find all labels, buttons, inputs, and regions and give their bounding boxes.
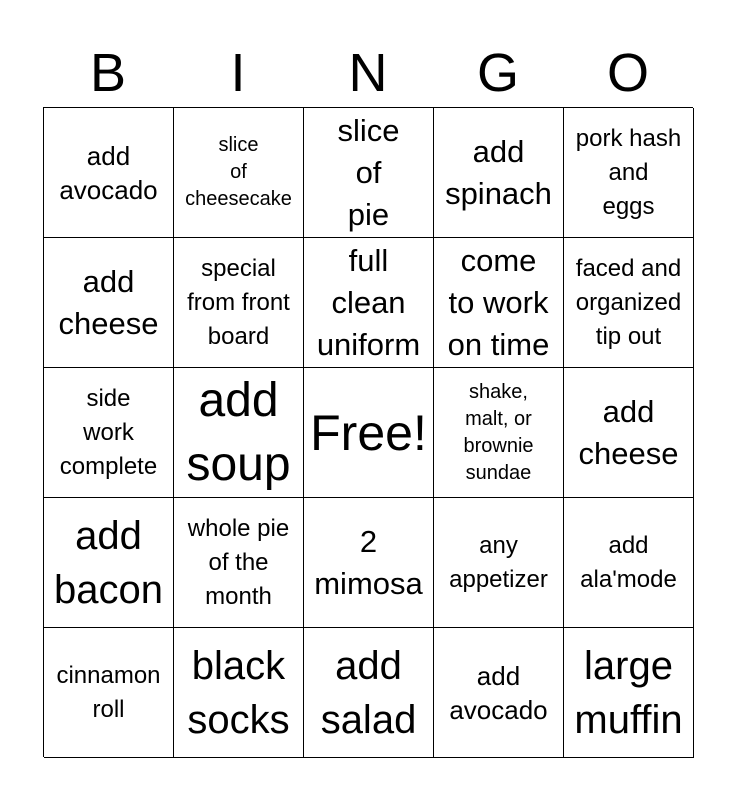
cell-text: shake, malt, or brownie sundae xyxy=(463,380,534,484)
bingo-cell[interactable] xyxy=(174,368,304,498)
bingo-cell[interactable] xyxy=(434,238,564,368)
cell-text: add cheese xyxy=(58,263,159,341)
bingo-cell[interactable] xyxy=(434,368,564,498)
bingo-cell[interactable] xyxy=(304,108,434,238)
cell-text: add avocado xyxy=(59,140,158,205)
bingo-grid xyxy=(43,107,693,757)
free-space-cell[interactable] xyxy=(304,368,434,498)
cell-text: faced and organized tip out xyxy=(575,254,682,350)
bingo-cell[interactable] xyxy=(564,238,694,368)
bingo-cell[interactable] xyxy=(174,628,304,758)
bingo-cell[interactable] xyxy=(564,628,694,758)
cell-text: full clean uniform xyxy=(316,242,421,362)
header-letter-b: B xyxy=(89,43,127,103)
bingo-cell[interactable] xyxy=(44,498,174,628)
bingo-cell[interactable] xyxy=(44,368,174,498)
header-letter-n: N xyxy=(348,43,388,103)
bingo-cell[interactable] xyxy=(564,368,694,498)
bingo-cell[interactable] xyxy=(434,628,564,758)
header-letter-i: I xyxy=(230,43,246,103)
cell-text: 2 mimosa xyxy=(314,523,423,601)
bingo-header xyxy=(43,40,693,106)
cell-text: add cheese xyxy=(578,393,679,471)
bingo-cell[interactable] xyxy=(564,108,694,238)
header-letter-o: O xyxy=(606,43,649,103)
bingo-cell[interactable] xyxy=(304,238,434,368)
cell-text: add bacon xyxy=(54,513,163,612)
bingo-cell[interactable] xyxy=(564,498,694,628)
cell-text: add spinach xyxy=(445,133,552,211)
cell-text: slice of cheesecake xyxy=(185,134,292,210)
cell-text: large muffin xyxy=(574,643,683,742)
header-letter-g: G xyxy=(476,43,519,103)
free-space-text: Free! xyxy=(310,404,427,461)
bingo-cell[interactable] xyxy=(44,628,174,758)
bingo-cell[interactable] xyxy=(434,108,564,238)
bingo-cell[interactable] xyxy=(44,238,174,368)
cell-text: pork hash and eggs xyxy=(575,124,682,220)
bingo-cell[interactable] xyxy=(434,498,564,628)
cell-text: whole pie of the month xyxy=(187,514,290,610)
cell-text: black socks xyxy=(187,643,290,742)
cell-text: add soup xyxy=(186,373,291,491)
cell-text: slice of pie xyxy=(337,112,400,232)
cell-text: special from front board xyxy=(187,254,290,350)
bingo-cell[interactable] xyxy=(44,108,174,238)
cell-text: any appetizer xyxy=(449,531,548,593)
bingo-cell[interactable] xyxy=(174,238,304,368)
cell-text: come to work on time xyxy=(447,242,550,362)
bingo-cell[interactable] xyxy=(304,498,434,628)
cell-text: add avocado xyxy=(449,660,548,725)
bingo-cell[interactable] xyxy=(174,108,304,238)
cell-text: side work complete xyxy=(59,384,158,480)
bingo-cell[interactable] xyxy=(174,498,304,628)
cell-text: add salad xyxy=(320,643,417,742)
cell-text: add ala'mode xyxy=(580,531,677,593)
bingo-cell[interactable] xyxy=(304,628,434,758)
cell-text: cinnamon roll xyxy=(56,661,161,723)
